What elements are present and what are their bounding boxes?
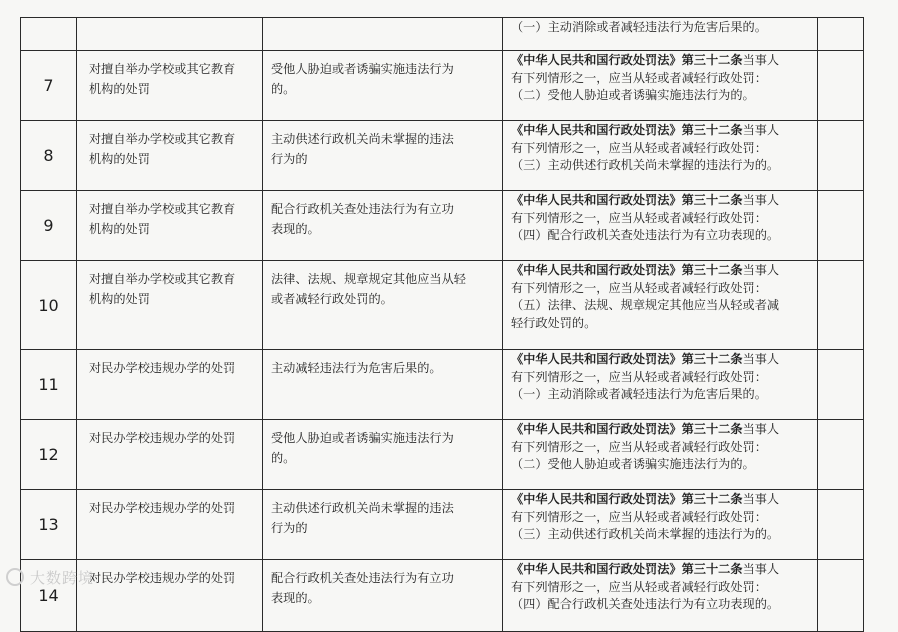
item-line: 对民办学校违规办学的处罚 bbox=[89, 361, 236, 375]
item-line: 机构的处罚 bbox=[89, 222, 150, 236]
law-citation: 《中华人民共和国行政处罚法》第三十二条 bbox=[511, 352, 743, 366]
basis-line: （四）配合行政机关查处违法行为有立功表现的。 bbox=[511, 228, 780, 242]
cell-item bbox=[77, 420, 263, 490]
cell-legal-basis bbox=[503, 490, 818, 560]
cell-condition bbox=[263, 18, 503, 51]
condition-line: 表现的。 bbox=[271, 591, 320, 605]
condition-line: 主动减轻违法行为危害后果的。 bbox=[271, 361, 442, 375]
cell-no: 11 bbox=[21, 350, 77, 420]
cell-legal-basis bbox=[503, 350, 818, 420]
table-row bbox=[21, 490, 864, 560]
cell-no bbox=[21, 18, 77, 51]
condition-line: 的。 bbox=[271, 82, 296, 96]
item-line: 机构的处罚 bbox=[89, 82, 150, 96]
cell-legal-basis bbox=[503, 18, 818, 51]
basis-line: （二）受他人胁迫或者诱骗实施违法行为的。 bbox=[511, 457, 755, 471]
cell-condition bbox=[263, 560, 503, 632]
cell-condition bbox=[263, 191, 503, 261]
basis-line: 有下列情形之一，应当从轻或者减轻行政处罚： bbox=[511, 369, 767, 384]
cell-legal-basis bbox=[503, 560, 818, 632]
cell-condition bbox=[263, 490, 503, 560]
basis-line: （四）配合行政机关查处违法行为有立功表现的。 bbox=[511, 597, 780, 611]
cell-condition bbox=[263, 121, 503, 191]
cell-item bbox=[77, 18, 263, 51]
cell-item bbox=[77, 261, 263, 350]
table-row bbox=[21, 191, 864, 261]
cell-item bbox=[77, 490, 263, 560]
law-citation: 《中华人民共和国行政处罚法》第三十二条 bbox=[511, 123, 743, 137]
item-line: 对民办学校违规办学的处罚 bbox=[89, 431, 236, 445]
basis-text: 当事人 bbox=[742, 562, 780, 576]
basis-text: 当事人 bbox=[742, 263, 780, 277]
cell-condition bbox=[263, 51, 503, 121]
basis-line: 有下列情形之一，应当从轻或者减轻行政处罚： bbox=[511, 210, 767, 225]
basis-line: 轻行政处罚的。 bbox=[511, 315, 597, 330]
law-citation: 《中华人民共和国行政处罚法》第三十二条 bbox=[511, 562, 743, 576]
table-row bbox=[21, 261, 864, 350]
penalty-table bbox=[20, 17, 864, 632]
watermark-logo-icon bbox=[6, 568, 24, 586]
cell-item bbox=[77, 560, 263, 632]
basis-line: 有下列情形之一，应当从轻或者减轻行政处罚： bbox=[511, 439, 767, 454]
law-citation: 《中华人民共和国行政处罚法》第三十二条 bbox=[511, 263, 743, 277]
watermark bbox=[6, 567, 94, 588]
condition-line: 行为的 bbox=[271, 521, 308, 535]
table-row-continued bbox=[21, 18, 864, 51]
item-line: 对擅自举办学校或其它教育 bbox=[89, 132, 236, 146]
table-row bbox=[21, 560, 864, 632]
basis-line bbox=[511, 52, 813, 70]
cell-legal-basis bbox=[503, 420, 818, 490]
cell-no: 13 bbox=[21, 490, 77, 560]
cell-note bbox=[818, 191, 864, 261]
basis-line bbox=[511, 122, 813, 140]
basis-line bbox=[511, 561, 813, 579]
basis-text: 当事人 bbox=[742, 193, 780, 207]
basis-text: 当事人 bbox=[742, 53, 780, 67]
cell-note bbox=[818, 490, 864, 560]
basis-line: （三）主动供述行政机关尚未掌握的违法行为的。 bbox=[511, 527, 780, 541]
item-line: 对擅自举办学校或其它教育 bbox=[89, 202, 236, 216]
basis-line: （一）主动消除或者减轻违法行为危害后果的。 bbox=[511, 387, 767, 401]
basis-line: 有下列情形之一，应当从轻或者减轻行政处罚： bbox=[511, 70, 767, 85]
cell-note bbox=[818, 18, 864, 51]
table-row bbox=[21, 350, 864, 420]
cell-no: 8 bbox=[21, 121, 77, 191]
cell-no: 9 bbox=[21, 191, 77, 261]
cell-note bbox=[818, 560, 864, 632]
cell-item bbox=[77, 121, 263, 191]
item-line: 机构的处罚 bbox=[89, 152, 150, 166]
cell-note bbox=[818, 51, 864, 121]
cell-item bbox=[77, 350, 263, 420]
cell-legal-basis bbox=[503, 261, 818, 350]
condition-line: 配合行政机关查处违法行为有立功 bbox=[271, 571, 454, 585]
item-line: 对民办学校违规办学的处罚 bbox=[89, 571, 236, 585]
cell-item bbox=[77, 191, 263, 261]
basis-line bbox=[511, 421, 813, 439]
cell-legal-basis bbox=[503, 121, 818, 191]
condition-line: 的。 bbox=[271, 451, 296, 465]
cell-note bbox=[818, 261, 864, 350]
condition-line: 受他人胁迫或者诱骗实施违法行为 bbox=[271, 62, 454, 76]
condition-line: 配合行政机关查处违法行为有立功 bbox=[271, 202, 454, 216]
condition-line: 法律、法规、规章规定其他应当从轻 bbox=[271, 272, 466, 286]
basis-line bbox=[511, 262, 813, 280]
basis-line bbox=[511, 351, 813, 369]
basis-line: 有下列情形之一，应当从轻或者减轻行政处罚： bbox=[511, 280, 767, 295]
cell-no: 7 bbox=[21, 51, 77, 121]
table-body bbox=[21, 18, 864, 632]
law-citation: 《中华人民共和国行政处罚法》第三十二条 bbox=[511, 492, 743, 506]
law-citation: 《中华人民共和国行政处罚法》第三十二条 bbox=[511, 422, 743, 436]
condition-line: 主动供述行政机关尚未掌握的违法 bbox=[271, 501, 454, 515]
condition-line: 或者减轻行政处罚的。 bbox=[271, 292, 393, 306]
basis-text: 当事人 bbox=[742, 123, 780, 137]
watermark-text: 大数跨境 bbox=[30, 569, 95, 587]
cell-no: 10 bbox=[21, 261, 77, 350]
law-citation: 《中华人民共和国行政处罚法》第三十二条 bbox=[511, 193, 743, 207]
table-row bbox=[21, 51, 864, 121]
basis-line: （二）受他人胁迫或者诱骗实施违法行为的。 bbox=[511, 88, 755, 102]
basis-line: 有下列情形之一，应当从轻或者减轻行政处罚： bbox=[511, 579, 767, 594]
basis-text: 当事人 bbox=[742, 352, 780, 366]
basis-line: （五）法律、法规、规章规定其他应当从轻或者减 bbox=[511, 298, 780, 312]
cell-note bbox=[818, 420, 864, 490]
item-line: 对民办学校违规办学的处罚 bbox=[89, 501, 236, 515]
basis-line: （三）主动供述行政机关尚未掌握的违法行为的。 bbox=[511, 158, 780, 172]
basis-line: 有下列情形之一，应当从轻或者减轻行政处罚： bbox=[511, 140, 767, 155]
cell-condition bbox=[263, 261, 503, 350]
item-line: 对擅自举办学校或其它教育 bbox=[89, 272, 236, 286]
cell-item bbox=[77, 51, 263, 121]
condition-line: 主动供述行政机关尚未掌握的违法 bbox=[271, 132, 454, 146]
table-row bbox=[21, 121, 864, 191]
item-line: 对擅自举办学校或其它教育 bbox=[89, 62, 236, 76]
basis-text: 当事人 bbox=[742, 422, 780, 436]
cell-condition bbox=[263, 350, 503, 420]
condition-line: 表现的。 bbox=[271, 222, 320, 236]
basis-line bbox=[511, 491, 813, 509]
cell-note bbox=[818, 350, 864, 420]
basis-text: 当事人 bbox=[742, 492, 780, 506]
basis-line bbox=[511, 192, 813, 210]
law-citation: 《中华人民共和国行政处罚法》第三十二条 bbox=[511, 53, 743, 67]
cell-no: 14 bbox=[21, 560, 77, 632]
basis-line: 有下列情形之一，应当从轻或者减轻行政处罚： bbox=[511, 509, 767, 524]
cell-no: 12 bbox=[21, 420, 77, 490]
condition-line: 行为的 bbox=[271, 152, 308, 166]
basis-line: （一）主动消除或者减轻违法行为危害后果的。 bbox=[511, 20, 767, 34]
cell-legal-basis bbox=[503, 51, 818, 121]
cell-legal-basis bbox=[503, 191, 818, 261]
condition-line: 受他人胁迫或者诱骗实施违法行为 bbox=[271, 431, 454, 445]
cell-note bbox=[818, 121, 864, 191]
item-line: 机构的处罚 bbox=[89, 292, 150, 306]
cell-condition bbox=[263, 420, 503, 490]
table-row bbox=[21, 420, 864, 490]
